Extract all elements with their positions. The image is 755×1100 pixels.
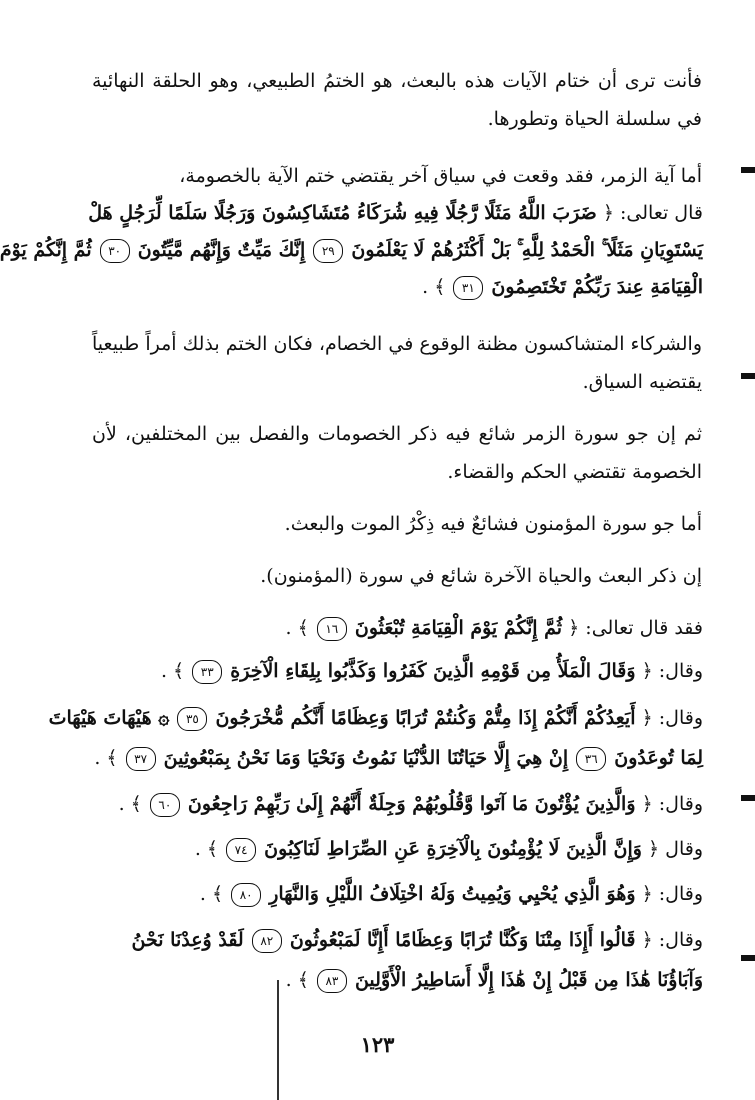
quran-text: لِمَا تُوعَدُونَ [614, 747, 703, 769]
quran-quote-zumar-line-2 [0, 232, 703, 268]
quran-text: وَقَالَ الْمَلَأُ مِن قَوْمِهِ الَّذِينَ كَفَرُوا وَكَذَّبُوا بِلِقَاءِ الْآخِرَةِ [230, 660, 636, 682]
verse-line-16: فقد قال تعالى: ﴿ ثُمَّ إِنَّكُمْ يَوْمَ الْقِيَامَةِ تُبْعَثُونَ ١٦ ﴾ . [285, 617, 703, 639]
quran-text: يَسْتَوِيَانِ مَثَلًا ۚ الْحَمْدُ لِلَّهِ ۚ بَلْ أَكْثَرُهُمْ لَا يَعْلَمُونَ [351, 239, 703, 261]
paragraph-5: أما جو سورة المؤمنون فشائعٌ فيه ذِكْرُ الموت والبعث. [284, 513, 702, 535]
quran-text: ثُمَّ إِنَّكُمْ يَوْمَ [0, 239, 92, 261]
quran-text: إِنَّكَ مَيِّتٌ وَإِنَّهُم مَّيِّتُونَ [137, 239, 306, 261]
quote-intro: قال تعالى: ﴿ [602, 202, 703, 224]
paragraph-6: إن ذكر البعث والحياة الآخرة شائع في سورة (المؤمنون). [260, 565, 702, 587]
quran-text: إِنْ هِيَ إِلَّا حَيَاتُنَا الدُّنْيَا نَمُوتُ وَنَحْيَا وَمَا نَحْنُ بِمَبْعُوثِينَ [163, 747, 569, 769]
ayah-number-marker: ٨٢ [252, 929, 282, 953]
verse-line-74: وقال ﴿ وَإِنَّ الَّذِينَ لَا يُؤْمِنُونَ بِالْآخِرَةِ عَنِ الصِّرَاطِ لَنَاكِبُونَ ٧٤ ﴾ . [194, 838, 703, 860]
verse-82-line-1: وقال: ﴿ قَالُوا أَإِذَا مِتْنَا وَكُنَّا تُرَابًا وَعِظَامًا أَإِنَّا لَمَبْعُوثُونَ ٨٢ لَقَدْ وُعِدْنَا نَحْنُ [131, 929, 703, 951]
paragraph-1: فأنت ترى أن ختام الآيات هذه بالبعث، هو الختمُ الطبيعي، وهو الحلقة النهائية في سلسلة الحياة وتطورها. [92, 70, 702, 130]
ayah-number-marker: ٧٤ [226, 838, 256, 862]
quran-text: وَهُوَ الَّذِي يُحْيِي وَيُمِيتُ وَلَهُ اخْتِلَافُ اللَّيْلِ وَالنَّهَارِ [269, 883, 636, 905]
ayah-number-marker: ٦٠ [150, 793, 180, 817]
quran-text: وَآبَاؤُنَا هَٰذَا مِن قَبْلُ إِنْ هَٰذَا إِلَّا أَسَاطِيرُ الْأَوَّلِينَ [354, 969, 703, 991]
scan-edge-mark [741, 955, 755, 961]
verse-35-line-2: لِمَا تُوعَدُونَ ٣٦ إِنْ هِيَ إِلَّا حَيَاتُنَا الدُّنْيَا نَمُوتُ وَنَحْيَا وَمَا نَحْنُ بِمَبْعُوثِينَ ٣٧ ﴾ . [94, 747, 703, 769]
paragraph-3: والشركاء المتشاكسون مظنة الوقوع في الخصام، فكان الختم بذلك أمراً طبيعياً يقتضيه السياق. [92, 333, 702, 393]
quran-text: لَقَدْ وُعِدْنَا نَحْنُ [131, 929, 244, 951]
quote-close: ﴾ . [422, 276, 446, 298]
quran-text: ثُمَّ إِنَّكُمْ يَوْمَ الْقِيَامَةِ تُبْعَثُونَ [354, 617, 563, 639]
quran-text: ضَرَبَ اللَّهُ مَثَلًا رَّجُلًا فِيهِ شُرَكَاءُ مُتَشَاكِسُونَ وَرَجُلًا سَلَمًا لِّرَجُلٍ هَلْ [88, 202, 597, 224]
quran-text: وَالَّذِينَ يُؤْتُونَ مَا آتَوا وَّقُلُوبُهُمْ وَجِلَةٌ أَنَّهُمْ إِلَىٰ رَبِّهِمْ رَاجِعُونَ [187, 793, 636, 815]
verse-line-60: وقال: ﴿ وَالَّذِينَ يُؤْتُونَ مَا آتَوا وَّقُلُوبُهُمْ وَجِلَةٌ أَنَّهُمْ إِلَىٰ رَبِّهِمْ رَاجِعُونَ ٦٠ ﴾ . [118, 793, 703, 815]
quran-quote-zumar-line-1 [88, 195, 703, 231]
quran-quote-zumar-line-3 [95, 269, 703, 305]
ayah-number-marker: ٣٧ [126, 747, 156, 771]
scan-edge-mark [741, 795, 755, 801]
ayah-number-marker: ٣١ [453, 276, 483, 300]
paragraph-2: أما آية الزمر، فقد وقعت في سياق آخر يقتضي ختم الآية بالخصومة، [179, 165, 702, 187]
ayah-number-marker: ٨٠ [231, 883, 261, 907]
paragraph-4: ثم إن جو سورة الزمر شائع فيه ذكر الخصومات والفصل بين المختلفين، لأن الخصومة تقتضي الحكم والقضاء. [92, 423, 702, 483]
verse-82-line-2: وَآبَاؤُنَا هَٰذَا مِن قَبْلُ إِنْ هَٰذَا إِلَّا أَسَاطِيرُ الْأَوَّلِينَ ٨٣ ﴾ . [285, 969, 703, 991]
ayah-number-marker: ٨٣ [317, 969, 347, 993]
verse-line-80: وقال: ﴿ وَهُوَ الَّذِي يُحْيِي وَيُمِيتُ وَلَهُ اخْتِلَافُ اللَّيْلِ وَالنَّهَارِ ٨٠ ﴾ . [199, 883, 703, 905]
ayah-number-marker: ٢٩ [313, 239, 343, 263]
quran-text: الْقِيَامَةِ عِندَ رَبِّكُمْ تَخْتَصِمُونَ [491, 276, 703, 298]
verse-line-33: وقال: ﴿ وَقَالَ الْمَلَأُ مِن قَوْمِهِ الَّذِينَ كَفَرُوا وَكَذَّبُوا بِلِقَاءِ الْآخِرَةِ ٣٣ ﴾ . [160, 660, 703, 682]
quran-text: أَيَعِدُكُمْ أَنَّكُمْ إِذَا مِتُّمْ وَكُنتُمْ تُرَابًا وَعِظَامًا أَنَّكُم مُّخْرَجُونَ [215, 707, 636, 729]
verse-35-line-1: وقال: ﴿ أَيَعِدُكُمْ أَنَّكُمْ إِذَا مِتُّمْ وَكُنتُمْ تُرَابًا وَعِظَامًا أَنَّكُم مُّخْرَجُونَ ٣٥ ۞ هَيْهَاتَ هَيْهَاتَ [48, 707, 703, 729]
ayah-number-marker: ٣٠ [100, 239, 130, 263]
ayah-number-marker: ٣٣ [192, 660, 222, 684]
quran-text: ۞ هَيْهَاتَ هَيْهَاتَ [48, 707, 170, 729]
scan-edge-mark [741, 373, 755, 379]
binding-shadow-line [277, 980, 279, 1100]
ayah-number-marker: ٣٥ [177, 707, 207, 731]
quran-text: وَإِنَّ الَّذِينَ لَا يُؤْمِنُونَ بِالْآخِرَةِ عَنِ الصِّرَاطِ لَنَاكِبُونَ [264, 838, 642, 860]
ayah-number-marker: ١٦ [317, 617, 347, 641]
page-number: ١٢٣ [360, 1032, 395, 1057]
quran-text: قَالُوا أَإِذَا مِتْنَا وَكُنَّا تُرَابًا وَعِظَامًا أَإِنَّا لَمَبْعُوثُونَ [289, 929, 636, 951]
scan-edge-mark [741, 167, 755, 173]
ayah-number-marker: ٣٦ [576, 747, 606, 771]
